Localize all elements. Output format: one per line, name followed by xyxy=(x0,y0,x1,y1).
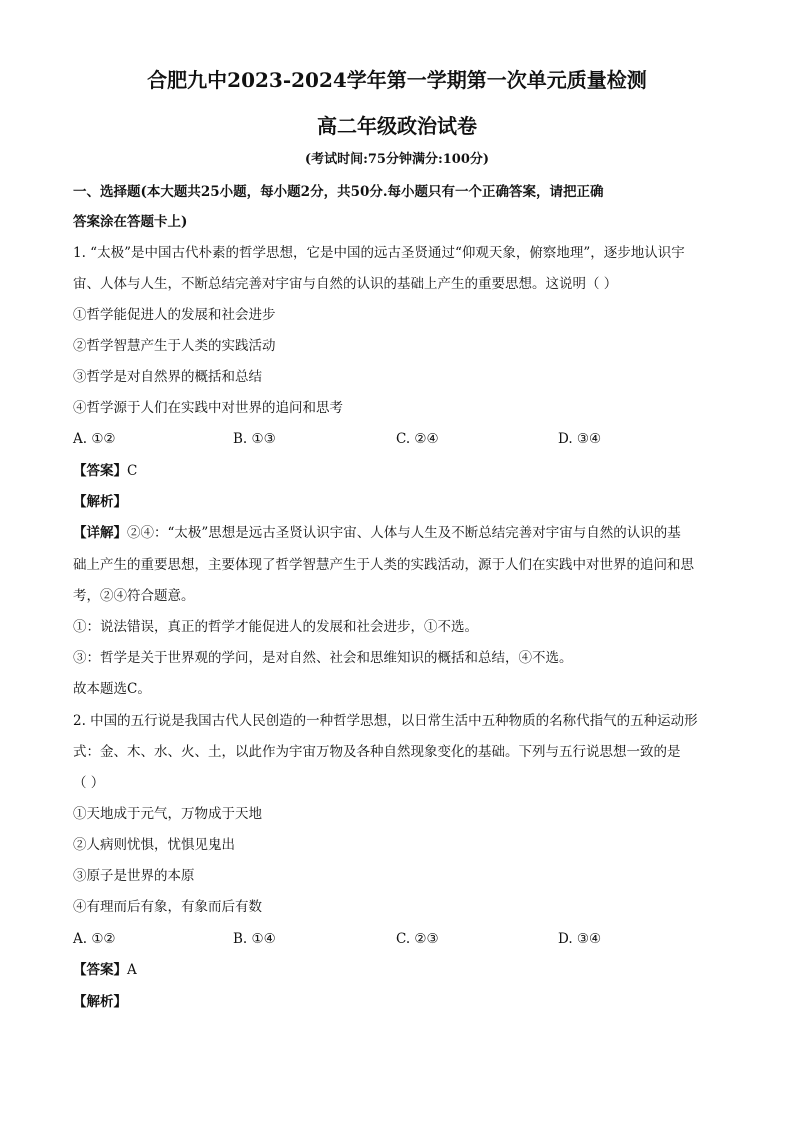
section-heading-line2: 答案涂在答题卡上) xyxy=(73,214,188,230)
q1-detail-text1: ②④：“太极”思想是远古圣贤认识宇宙、人体与人生及不断总结完善对宇宙与自然的认识的基 xyxy=(127,525,681,541)
q1-option-a: A. ①② xyxy=(73,431,116,447)
q1-conclusion: 故本题选C。 xyxy=(73,681,151,697)
q1-item-3: ③哲学是对自然界的概括和总结 xyxy=(73,369,262,385)
q1-item-4: ④哲学源于人们在实践中对世界的追问和思考 xyxy=(73,400,343,416)
q2-answer xyxy=(73,960,733,980)
q2-option-a: A. ①② xyxy=(73,931,116,947)
q2-item-2: ②人病则忧惧，忧惧见鬼出 xyxy=(73,837,235,853)
q2-analysis-label: 【解析】 xyxy=(73,994,127,1010)
q2-option-d: D. ③④ xyxy=(558,931,602,947)
q1-note-2: ③：哲学是关于世界观的学问，是对自然、社会和思维知识的概括和总结，④不选。 xyxy=(73,650,573,666)
q2-option-b: B. ①④ xyxy=(233,931,276,947)
q2-stem-line2: 式：金、木、水、火、土，以此作为宇宙万物及各种自然现象变化的基础。下列与五行说思想一致的是 xyxy=(73,744,681,760)
q1-option-d: D. ③④ xyxy=(558,431,602,447)
q1-answer xyxy=(73,461,733,481)
q2-option-c: C. ②③ xyxy=(396,931,439,947)
q1-item-2: ②哲学智慧产生于人类的实践活动 xyxy=(73,338,276,354)
q1-option-c: C. ②④ xyxy=(396,431,439,447)
q2-answer-value: A xyxy=(127,962,137,978)
q1-option-b: B. ①③ xyxy=(233,431,276,447)
q1-detail-line3: 考，②④符合题意。 xyxy=(73,588,195,604)
q2-stem-line3: （ ） xyxy=(73,775,105,791)
q1-note-1: ①：说法错误，真正的哲学才能促进人的发展和社会进步，①不选。 xyxy=(73,619,478,635)
q1-analysis-label: 【解析】 xyxy=(73,494,127,510)
exam-info: (考试时间:75分钟满分:100分) xyxy=(304,152,490,167)
q1-item-1: ①哲学能促进人的发展和社会进步 xyxy=(73,307,276,323)
q1-detail-line2: 础上产生的重要思想，主要体现了哲学智慧产生于人类的实践活动，源于人们在实践中对世界的追问和思 xyxy=(73,557,694,573)
exam-subtitle-grade: 高二年级政治试卷 xyxy=(317,114,477,138)
q1-stem-line2: 宙、人体与人生，不断总结完善对宇宙与自然的认识的基础上产生的重要思想。这说明（ ） xyxy=(73,276,618,292)
q1-detail-line1 xyxy=(73,523,733,543)
q2-item-1: ①天地成于元气，万物成于天地 xyxy=(73,806,262,822)
q2-item-4: ④有理而后有象，有象而后有数 xyxy=(73,899,262,915)
q1-stem-line1: 1. “太极”是中国古代朴素的哲学思想，它是中国的远古圣贤通过“仰观天象，俯察地理”，逐步地认识宇 xyxy=(73,245,685,261)
q2-answer-label: 【答案】 xyxy=(73,962,127,978)
q1-answer-value: C xyxy=(127,463,138,479)
exam-title: 合肥九中2023-2024学年第一学期第一次单元质量检测 xyxy=(147,68,647,92)
q1-answer-label: 【答案】 xyxy=(73,463,127,479)
q2-item-3: ③原子是世界的本原 xyxy=(73,868,195,884)
q1-detail-label: 【详解】 xyxy=(73,525,127,541)
q2-stem-line1: 2. 中国的五行说是我国古代人民创造的一种哲学思想，以日常生活中五种物质的名称代指气的五种运动形 xyxy=(73,713,698,729)
section-heading-line1: 一、选择题(本大题共25小题，每小题2分，共50分.每小题只有一个正确答案，请把正确 xyxy=(73,184,604,200)
